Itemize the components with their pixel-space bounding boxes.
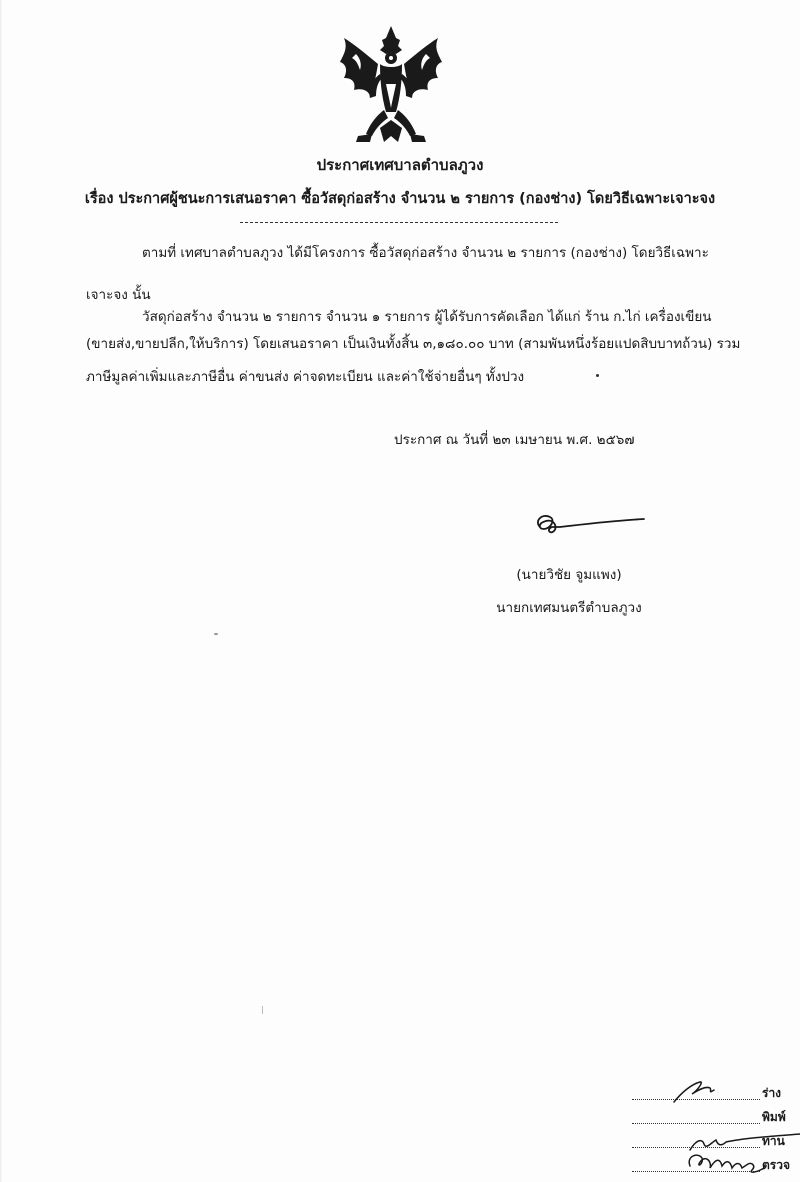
dotted-line bbox=[632, 1123, 760, 1124]
scan-speck bbox=[214, 633, 218, 635]
page-edge-shadow bbox=[0, 0, 2, 1182]
document-title: ประกาศเทศบาลตำบลภูวง bbox=[316, 156, 484, 174]
scan-speck bbox=[262, 1006, 263, 1014]
initials-label: ทาน bbox=[762, 1134, 785, 1148]
title-divider bbox=[240, 222, 558, 223]
initials-row-checked bbox=[632, 1155, 800, 1177]
initials-label: ร่าง bbox=[762, 1086, 782, 1100]
paragraph-2-line-1: วัสดุก่อสร้าง จำนวน ๒ รายการ จำนวน ๑ รายการ ผู้ได้รับการคัดเลือก ได้แก่ ร้าน ก.ไก่ เครื่องเขียน bbox=[142, 309, 712, 325]
garuda-emblem-icon bbox=[336, 24, 446, 146]
initials-row-proofread bbox=[632, 1131, 800, 1153]
initials-row-typed bbox=[632, 1107, 800, 1129]
dotted-line bbox=[632, 1099, 760, 1100]
paragraph-2-line-3: ภาษีมูลค่าเพิ่มและภาษีอื่น ค่าขนส่ง ค่าจดทะเบียน และค่าใช้จ่ายอื่นๆ ทั้งปวง bbox=[86, 369, 525, 385]
paragraph-2-line-2: (ขายส่ง,ขายปลีก,ให้บริการ) โดยเสนอราคา เป็นเงินทั้งสิ้น ๓,๑๘๐.๐๐ บาท (สามพันหนึ่งร้อยแปดสิบบาทถ้วน) รวม bbox=[86, 336, 741, 352]
initials-row-draft bbox=[632, 1083, 800, 1105]
paragraph-1-line-2: เจาะจง นั้น bbox=[86, 287, 151, 303]
announcement-date: ประกาศ ณ วันที่ ๒๓ เมษายน พ.ศ. ๒๕๖๗ bbox=[394, 432, 635, 448]
document-subject: เรื่อง ประกาศผู้ชนะการเสนอราคา ซื้อวัสดุก่อสร้าง จำนวน ๒ รายการ (กองช่าง) โดยวิธีเฉพาะเจาะจง bbox=[84, 191, 716, 207]
signatory-name: (นายวิชัย จูมแพง) bbox=[516, 567, 622, 583]
initials-label: พิมพ์ bbox=[762, 1110, 786, 1124]
stray-mark bbox=[596, 374, 599, 377]
mayor-signature bbox=[528, 505, 648, 545]
dotted-line bbox=[632, 1147, 760, 1148]
initials-label: ตรวจ bbox=[762, 1158, 791, 1172]
signatory-position: นายกเทศมนตรีตำบลภูวง bbox=[496, 600, 642, 616]
initials-block bbox=[632, 1082, 800, 1182]
dotted-line bbox=[632, 1171, 760, 1172]
paragraph-1-line-1: ตามที่ เทศบาลตำบลภูวง ได้มีโครงการ ซื้อวัสดุก่อสร้าง จำนวน ๒ รายการ (กองช่าง) โดยวิธีเฉพาะ bbox=[142, 245, 709, 261]
